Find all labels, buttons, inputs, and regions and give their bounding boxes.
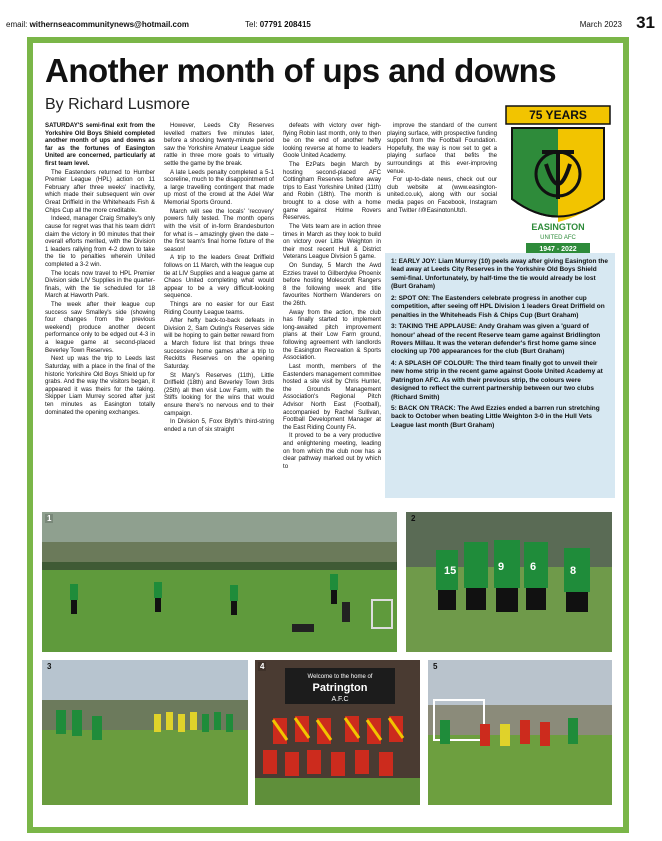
email-label: email:: [6, 20, 28, 29]
paragraph: Last month, members of the Eastenders management committee hosted a site visit by Chris Hunter, the Grounds Management Association's Regional Pitch Advisor North East (Football), accompanied by Rachel Sullivan, Football Development Manager at the East Riding County FA.: [283, 362, 381, 431]
photo-4: [255, 660, 420, 805]
paragraph: St Mary's Reserves (11th), Little Driffield (18th) and Beverley Town 3rds (25th) all then visit Low Farm, with the Stiffs looking for the wins that would ensure there's no nervous end to their campaign.: [164, 371, 274, 417]
shirt-number: 8: [570, 565, 577, 577]
paragraph: A late Leeds penalty completed a 5-1 scoreline, much to the disappointment of a large travelling contingent that made up most of the crowd at the Adel War Memorial Sports Ground.: [164, 168, 274, 207]
sign-line-3: A.F.C: [331, 696, 349, 703]
page-header: [0, 0, 662, 38]
paragraph: The week after their league cup success saw Smalley's side (showing four changes from the previous weekend) produce another decent performance only to be edged out 4-3 in a league game at second-placed Beverley Town Reserves.: [45, 301, 155, 354]
article-column-2: [164, 122, 274, 502]
photo-1-number: 1: [47, 514, 52, 523]
caption-1: 1: EARLY JOY: Liam Murrey (10) peels away after giving Easington the lead away at Leeds City Reserves in the Yorkshire Old Boys Shield semi-final. Unfortunately, by half-time the tie would already be lost (Burt Graham): [391, 258, 608, 291]
photo-2-number: 2: [411, 514, 416, 523]
caption-2: 2: SPOT ON: The Eastenders celebrate progress in another cup competition, after seeing off HPL Division 1 leaders Great Driffield on penalties in the Whiteheads Fish & Chips Cup (Burt Graham): [391, 294, 605, 319]
paragraph: March will see the locals' 'recovery' powers fully tested. The month opens with the visit of in-form Brandesburton for what is – amazingly given the date – the first team's final home fixture of the season!: [164, 207, 274, 253]
crest-club-name: EASINGTON: [531, 222, 585, 232]
paragraph: A trip to the leaders Great Driffield follows on 11 March, with the league cup tie at LIV Supplies and a league game at Chaos United completing what would appear to be a very difficult-looking sequence.: [164, 254, 274, 300]
paragraph: The Vets team are in action three times in March as they look to build on victory over Little Weighton in their most recent Hull & District Veterans League Division 5 game.: [283, 222, 381, 261]
paragraph: In Division 5, Foxx Blyth's third-string ended a run of six straight: [164, 418, 274, 433]
photo-1: [42, 512, 397, 652]
phone-label: Tel:: [245, 20, 258, 29]
shirt-number: 9: [498, 561, 505, 573]
phone-line: [245, 20, 311, 29]
sign-line-1: Welcome to the home of: [307, 674, 373, 680]
sign-line-2: Patrington: [312, 682, 368, 694]
crest-dates: 1947 - 2022: [539, 246, 577, 253]
paragraph: The EzPats begin March by hosting second-placed AFC Cottingham Reserves before away trips to East Yorkshire United (11th) and Robin (18th). The month is brought to a close with a home game against Holme Rovers Reserves.: [283, 161, 381, 222]
paragraph: It proved to be a very productive and enlightening meeting, leading on from which the club now has a clear pathway marked out by which to: [283, 432, 381, 470]
article-column-1: [45, 122, 155, 502]
byline: By Richard Lusmore: [45, 96, 190, 113]
email-address[interactable]: withernseacommunitynews@hotmail.com: [29, 20, 189, 29]
photo-3: [42, 660, 248, 805]
caption-4: 4: A SPLASH OF COLOUR: The third team finally got to unveil their new home strip in the recent game against Goole United Academy at Patrington AFC. As with their previous strip, the colours were designed to reflect the current partnership between our two clubs (Richard Smith): [391, 359, 603, 401]
headline: Another month of ups and downs: [45, 52, 557, 89]
photo-5: [428, 660, 612, 805]
phone-number: 07791 208415: [259, 20, 311, 29]
paragraph: For up-to-date news, check out our club website at (www.easington-united.co.uk), along with our social media pages on Facebook, Instagram and Twitter (@EasingtonUtd).: [387, 176, 497, 212]
paragraph: After hefty back-to-back defeats in Division 2, Sam Outing's Reserves side will be hoping to gain better reward from a March fixture list that brings three successive home games after a trip to Reckitts Reserves on the opening Saturday.: [164, 317, 274, 370]
photo-3-number: 3: [47, 662, 52, 671]
photo-captions: [385, 253, 615, 498]
photo-5-number: 5: [433, 662, 438, 671]
shirt-number: 15: [444, 565, 457, 577]
photo-4-number: 4: [260, 662, 265, 671]
paragraph: Next up was the trip to Leeds last Saturday, with a place in the final of the historic Yorkshire Old Boys Shield up for grabs. And the way the visitors began, it appeared it was theirs for the taking. Skipper Liam Murrey scored after just ten minutes as Easington totally dominated the opening exchanges.: [45, 355, 155, 416]
email-line: [6, 20, 189, 29]
crest-years-text: 75 YEARS: [529, 108, 587, 122]
paragraph: Things are no easier for our East Riding County League teams.: [164, 301, 274, 316]
page-number: 31: [636, 13, 655, 32]
paragraph: SATURDAY'S semi-final exit from the Yorkshire Old Boys Shield completed another month of ups and downs as far as the fortunes of Easington United are concerned, particularly at first team level.: [45, 122, 155, 168]
paragraph: defeats with victory over high-flying Robin last month, only to then be on the end of another hefty looking reverse at home to leaders Goole United Academy.: [283, 122, 381, 160]
shirt-number: 6: [530, 561, 537, 573]
paragraph: On Sunday, 5 March the Awd Ezzies travel to Gilberdyke Phoenix before hosting Molescroft Rangers 8 the following week and title favourites Northern Wanderers on the 26th.: [283, 261, 381, 308]
caption-5: 5: BACK ON TRACK: The Awd Ezzies ended a barren run stretching back to October when beating Little Weighton 3-0 in the Hull Vets League last month (Burt Graham): [391, 405, 600, 429]
paragraph: Away from the action, the club has finally started to implement long-awaited pitch improvement plans at their Low Farm ground, following agreement with landlords the Easington Recreation & Sports Association.: [283, 308, 381, 362]
article-column-4: [387, 122, 497, 212]
issue-date: March 2023: [579, 20, 622, 29]
paragraph: The Eastenders returned to Humber Premier League (HPL) action on 11 February after three weeks' inactivity, which made their subsequent win over Great Driffield in the Whiteheads Fish & Chips Cup all the more creditable.: [45, 168, 155, 214]
club-crest: [502, 104, 614, 254]
caption-3: 3: TAKING THE APPLAUSE: Andy Graham was given a 'guard of honour' ahead of the recent Reserve team game against Bridlington Rovers Millau. It was the veteran defender's first home game since clocking up 700 appearances for the club (Burt Graham): [391, 323, 601, 356]
paragraph: The locals now travel to HPL Premier Division side LIV Supplies in the quarter-finals, with the tie scheduled for 18 March at Haworth Park.: [45, 269, 155, 300]
paragraph: improve the standard of the current playing surface, with prospective funding support from the Football Foundation. Hopefully, the way is now set to get a playing surface that befits the surroundings at this ever-improving venue.: [387, 122, 497, 175]
article-column-3: [283, 122, 381, 502]
paragraph: However, Leeds City Reserves levelled matters five minutes later, before a shocking twenty-minute period saw the Yorkshire Amateur League side rattle in three more goals to virtually settle the game by the break.: [164, 122, 274, 168]
paragraph: Indeed, manager Craig Smalley's only cause for regret was that his team didn't claim the victory in 90 minutes that their overall efforts merited, with the Division 1 leaders rallying from 4-2 down to take the tie to penalties wherein United completed a 3-2 win.: [45, 215, 155, 268]
crest-club-sub: UNITED AFC: [540, 235, 576, 241]
photo-2: [406, 512, 612, 652]
